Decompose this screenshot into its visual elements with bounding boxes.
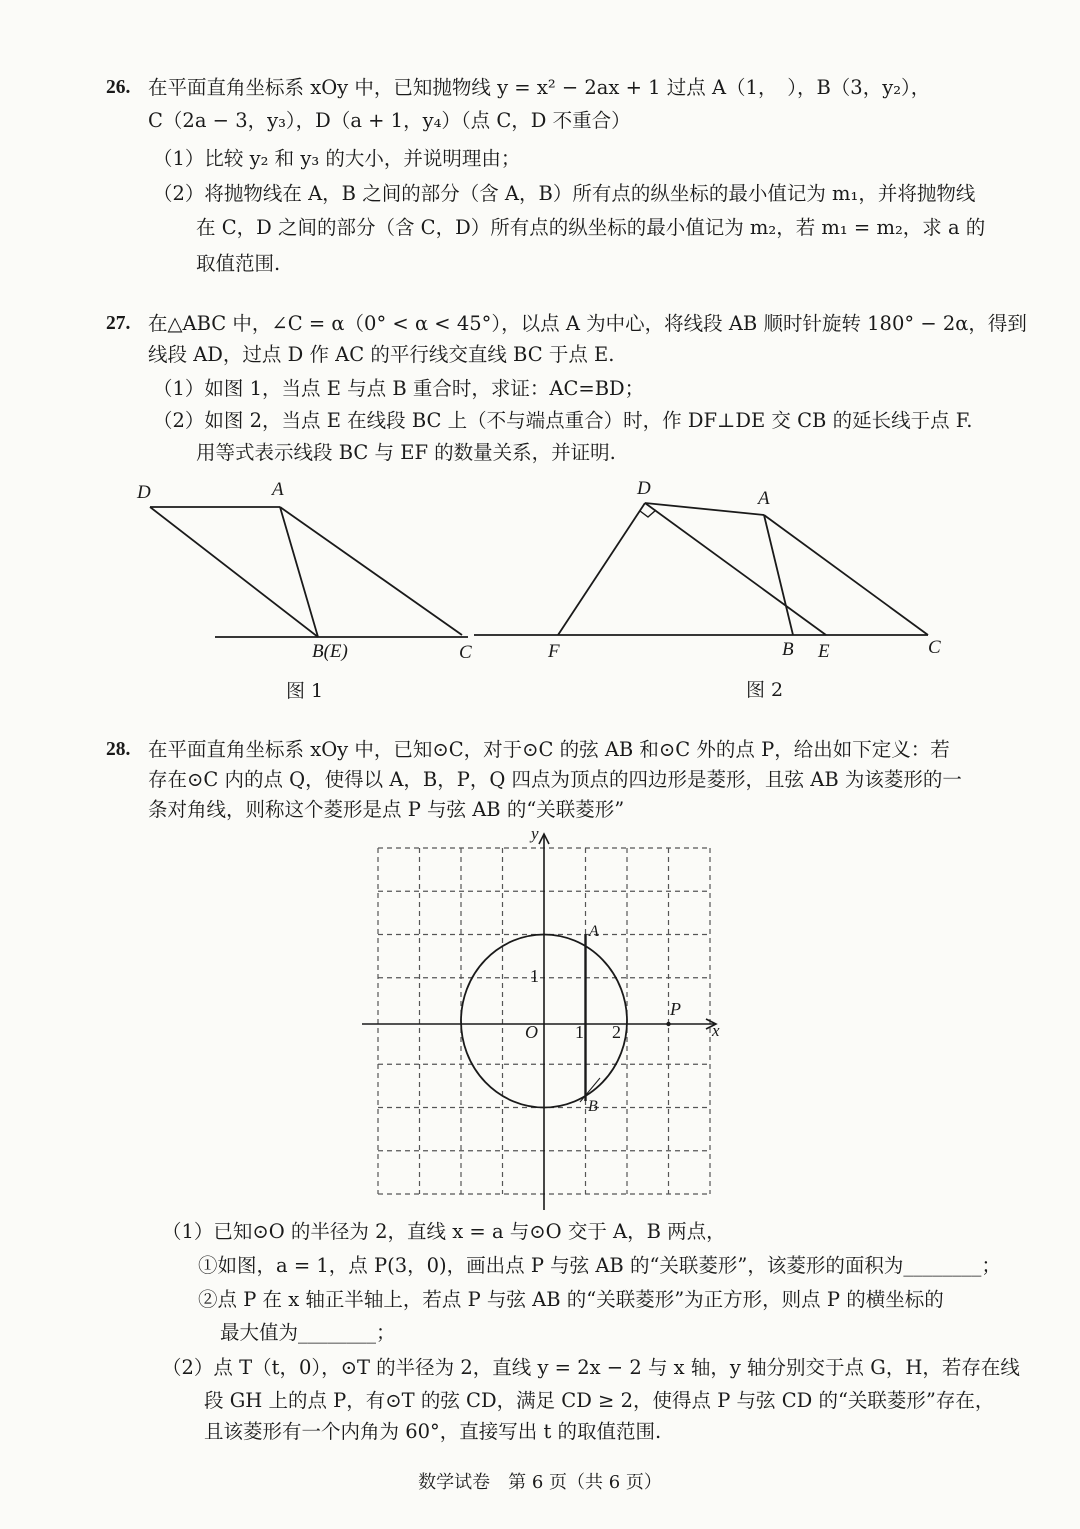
point-p [666, 1022, 670, 1026]
q28-part1-sub1: ①如图，a = 1，点 P(3，0)，画出点 P 与弦 AB 的“关联菱形”，该菱形的面积为________； [198, 1254, 1001, 1277]
q28-line1: 在平面直角坐标系 xOy 中，已知⊙C，对于⊙C 的弦 AB 和⊙C 外的点 P，给出如下定义：若 [148, 738, 950, 761]
fig2-label-d: D [637, 478, 651, 499]
fig1-label-a: A [272, 479, 284, 500]
q28-part2-line3: 且该菱形有一个内角为 60°，直接写出 t 的取值范围. [204, 1420, 662, 1443]
fig1-label-d: D [137, 482, 151, 503]
fig1-line-db [150, 507, 318, 637]
q27-part2-line1: （2）如图 2，当点 E 在线段 BC 上（不与端点重合）时，作 DF⊥DE 交 CB 的延长线于点 F. [153, 409, 973, 432]
tick-label-x2: 2 [612, 1022, 621, 1042]
q26-line1: 在平面直角坐标系 xOy 中，已知抛物线 y = x² − 2ax + 1 过点 A（1， ），B（3，y₂）， [148, 76, 931, 99]
q28-part2-line1: （2）点 T（t，0），⊙T 的半径为 2，直线 y = 2x − 2 与 x 轴，y 轴分别交于点 G，H，若存在线 [162, 1356, 1020, 1379]
fig1-caption: 图 1 [286, 680, 324, 702]
origin-label: O [525, 1022, 538, 1042]
q28-part1: （1）已知⊙O 的半径为 2，直线 x = a 与⊙O 交于 A，B 两点， [162, 1220, 726, 1243]
fig2-line-da [645, 503, 764, 515]
fig2-right-angle-mark [640, 510, 656, 517]
q27-line1: 在△ABC 中，∠C = α（0° < α < 45°），以点 A 为中心，将线段 AB 顺时针旋转 180° − 2α，得到 [148, 312, 1027, 335]
fig2-label-f: F [548, 641, 560, 662]
fig2-label-c: C [928, 637, 941, 658]
axis-label-x: x [712, 1021, 720, 1040]
q28-line2: 存在⊙C 内的点 Q，使得以 A，B，P，Q 四点为顶点的四边形是菱形，且弦 AB 为该菱形的一 [148, 768, 962, 791]
point-label-p: P [670, 999, 681, 1019]
q28-line3: 条对角线，则称这个菱形是点 P 与弦 AB 的“关联菱形” [148, 798, 625, 821]
point-label-b: B [588, 1098, 598, 1115]
fig2-label-e: E [818, 641, 830, 662]
q28-part1-sub2-line2: 最大值为________； [220, 1321, 396, 1344]
fig1-line-ac [280, 507, 462, 635]
tick-label-y1: 1 [530, 966, 539, 986]
q27-part2-line2: 用等式表示线段 BC 与 EF 的数量关系，并证明. [196, 441, 616, 464]
q27-number: 27. [106, 313, 131, 334]
axis-label-y: y [531, 824, 539, 843]
q27-line2: 线段 AD，过点 D 作 AC 的平行线交直线 BC 于点 E. [148, 343, 615, 366]
fig2-label-a: A [758, 488, 770, 509]
q26-line2: C（2a − 3，y₃），D（a + 1，y₄）（点 C，D 不重合） [148, 109, 631, 132]
q28-coordinate-graph [0, 820, 1080, 1220]
q26-part2-line2: 在 C，D 之间的部分（含 C，D）所有点的纵坐标的最小值记为 m₂，若 m₁ = m₂，求 a 的 [196, 216, 986, 239]
q28-number: 28. [106, 739, 131, 760]
fig2-caption: 图 2 [746, 679, 784, 701]
q27-figures [0, 475, 1080, 705]
point-label-a: A [589, 923, 599, 940]
q26-part1: （1）比较 y₂ 和 y₃ 的大小，并说明理由； [153, 147, 521, 170]
fig2-line-df [558, 503, 645, 635]
q28-part2-line2: 段 GH 上的点 P，有⊙T 的弦 CD，满足 CD ≥ 2，使得点 P 与弦 CD 的“关联菱形”存在， [204, 1389, 995, 1412]
fig1-label-c: C [459, 642, 472, 663]
q27-part1: （1）如图 1，当点 E 与点 B 重合时，求证：AC=BD； [153, 377, 645, 400]
page-footer: 数学试卷 第 6 页（共 6 页） [418, 1472, 662, 1493]
q28-part1-sub2-line1: ②点 P 在 x 轴正半轴上，若点 P 与弦 AB 的“关联菱形”为正方形，则点 P 的横坐标的 [198, 1288, 944, 1311]
q26-part2-line1: （2）将抛物线在 A，B 之间的部分（含 A，B）所有点的纵坐标的最小值记为 m₁，并将抛物线 [153, 182, 976, 205]
q26-number: 26. [106, 77, 131, 98]
q26-part2-line3: 取值范围. [196, 252, 281, 275]
fig2-label-b: B [782, 639, 794, 660]
tick-label-x1: 1 [575, 1022, 584, 1042]
fig2-line-de [645, 503, 826, 635]
fig1-label-b: B(E) [312, 641, 348, 662]
fig1-line-ab [280, 507, 318, 637]
